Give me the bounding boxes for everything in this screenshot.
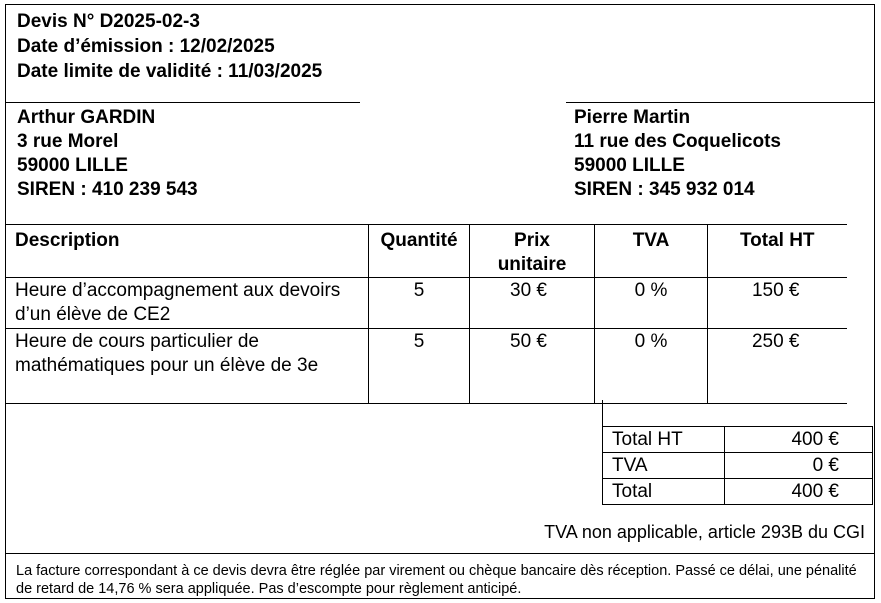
vat-total-value: 0 € (725, 453, 873, 479)
column-header-total-ht: Total HT (708, 225, 847, 278)
table-row (5, 329, 847, 404)
unit-price-header-line2: unitaire (497, 254, 567, 275)
grand-total-label: Total (603, 479, 725, 505)
client-city: 59000 LILLE (574, 155, 685, 176)
row-vat: 0 % (595, 329, 708, 404)
row-vat: 0 % (595, 278, 708, 329)
issue-date: Date d’émission : 12/02/2025 (17, 36, 275, 57)
totals-connector (602, 400, 603, 426)
items-table (5, 224, 847, 404)
client-divider (566, 102, 875, 103)
totals-row-ht (603, 427, 873, 453)
row-total-ht: 250 € (708, 329, 847, 404)
issuer-city: 59000 LILLE (17, 155, 128, 176)
row-quantity: 5 (369, 278, 470, 329)
row-quantity: 5 (369, 329, 470, 404)
footer-divider (5, 553, 875, 554)
client-block (574, 106, 781, 202)
column-header-unit-price (470, 225, 595, 278)
row-description: Heure de cours particulier de mathématiques pour un élève de 3e (5, 329, 369, 404)
column-header-vat: TVA (595, 225, 708, 278)
issuer-street: 3 rue Morel (17, 131, 119, 152)
total-ht-label: Total HT (603, 427, 725, 453)
row-total-ht: 150 € (708, 278, 847, 329)
issuer-siren: SIREN : 410 239 543 (17, 179, 198, 200)
client-siren: SIREN : 345 932 014 (574, 179, 755, 200)
client-street: 11 rue des Coquelicots (574, 131, 781, 152)
table-row (5, 278, 847, 329)
row-description: Heure d’accompagnement aux devoirs d’un élève de CE2 (5, 278, 369, 329)
row-unit-price: 30 € (470, 278, 595, 329)
quote-number: Devis N° D2025-02-3 (17, 11, 200, 32)
vat-total-label: TVA (603, 453, 725, 479)
validity-date: Date limite de validité : 11/03/2025 (17, 61, 323, 82)
quote-header (17, 9, 322, 84)
issuer-divider (6, 102, 360, 103)
payment-terms: La facture correspondant à ce devis devra être réglée par virement ou chèque bancaire dès réception. Passé ce délai, une pénalité de retard de 14,76 % sera appliquée. Pas d’escompte pour règlement anticipé. (16, 563, 857, 597)
vat-exemption-note: TVA non applicable, article 293B du CGI (544, 522, 865, 542)
column-header-description: Description (5, 225, 369, 278)
total-ht-value: 400 € (725, 427, 873, 453)
totals-row-vat (603, 453, 873, 479)
client-name: Pierre Martin (574, 107, 691, 128)
issuer-name: Arthur GARDIN (17, 107, 156, 128)
grand-total-value: 400 € (725, 479, 873, 505)
totals-table (602, 426, 873, 505)
column-header-quantity: Quantité (369, 225, 470, 278)
unit-price-header-line1: Prix (514, 230, 550, 251)
row-unit-price: 50 € (470, 329, 595, 404)
issuer-block (17, 106, 198, 202)
totals-row-total (603, 479, 873, 505)
table-header-row (5, 225, 847, 278)
